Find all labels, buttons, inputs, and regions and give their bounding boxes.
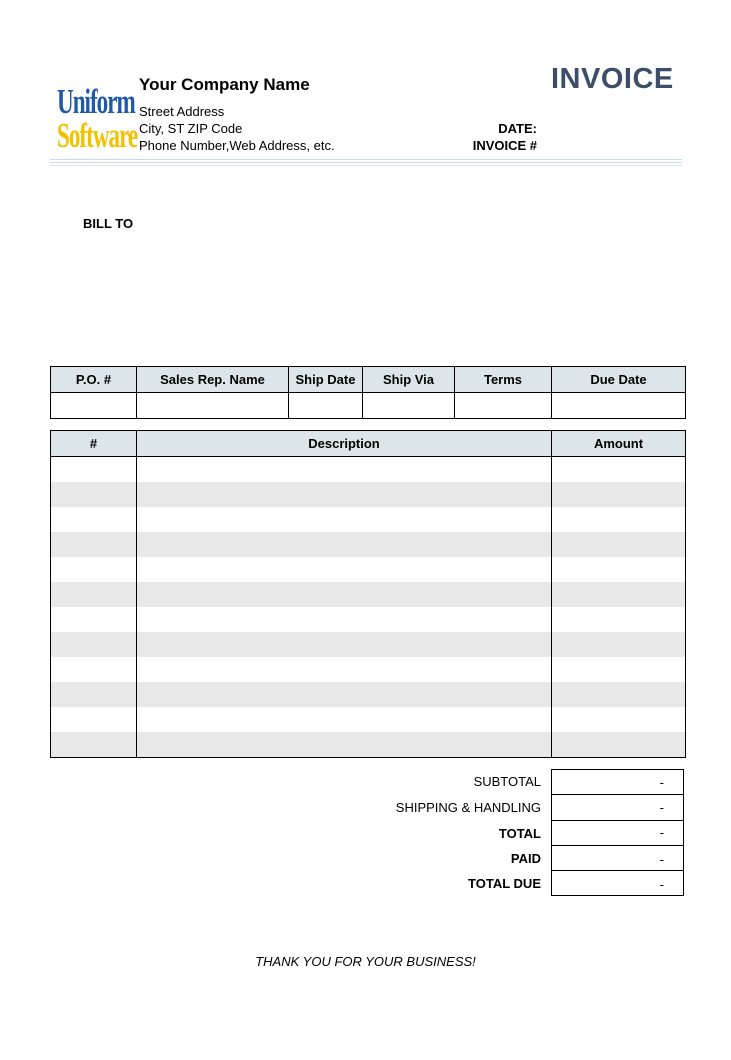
total-due-value: - bbox=[659, 877, 664, 892]
line-item-number-cell[interactable] bbox=[51, 707, 137, 732]
company-name: Your Company Name bbox=[139, 75, 310, 94]
line-item-description-cell[interactable] bbox=[137, 532, 552, 557]
line-item-number-cell[interactable] bbox=[51, 682, 137, 707]
logo-line-software: Software bbox=[57, 116, 138, 155]
line-item-row bbox=[51, 532, 686, 557]
line-item-row bbox=[51, 582, 686, 607]
line-item-number-cell[interactable] bbox=[51, 507, 137, 532]
line-item-amount-cell[interactable] bbox=[552, 557, 686, 582]
line-item-amount-cell[interactable] bbox=[552, 607, 686, 632]
line-item-description-cell[interactable] bbox=[137, 457, 552, 483]
line-item-number-cell[interactable] bbox=[51, 732, 137, 758]
amount-header: Amount bbox=[552, 431, 686, 457]
line-item-number-cell[interactable] bbox=[51, 532, 137, 557]
line-item-description-cell[interactable] bbox=[137, 507, 552, 532]
line-item-number-cell[interactable] bbox=[51, 582, 137, 607]
line-item-row bbox=[51, 682, 686, 707]
paid-label: PAID bbox=[510, 851, 541, 866]
line-item-number-cell[interactable] bbox=[51, 607, 137, 632]
logo-line-uniform: Uniform bbox=[57, 82, 135, 121]
header-divider-line bbox=[50, 165, 682, 166]
line-item-description-cell[interactable] bbox=[137, 657, 552, 682]
item-number-header: # bbox=[51, 431, 137, 457]
company-city: City, ST ZIP Code bbox=[139, 121, 243, 136]
terms-header: Terms bbox=[455, 367, 552, 393]
po-number-header: P.O. # bbox=[51, 367, 137, 393]
sales-rep-cell[interactable] bbox=[137, 393, 289, 419]
line-item-row bbox=[51, 507, 686, 532]
line-item-number-cell[interactable] bbox=[51, 457, 137, 483]
terms-cell[interactable] bbox=[455, 393, 552, 419]
company-contact: Phone Number,Web Address, etc. bbox=[139, 138, 335, 153]
invoice-number-label: INVOICE # bbox=[472, 138, 537, 153]
line-item-row bbox=[51, 482, 686, 507]
line-item-description-cell[interactable] bbox=[137, 557, 552, 582]
line-item-amount-cell[interactable] bbox=[552, 732, 686, 758]
line-item-amount-cell[interactable] bbox=[552, 632, 686, 657]
header-divider-line bbox=[50, 162, 682, 163]
line-item-number-cell[interactable] bbox=[51, 632, 137, 657]
line-item-row bbox=[51, 632, 686, 657]
ship-date-cell[interactable] bbox=[289, 393, 363, 419]
total-due-label: TOTAL DUE bbox=[468, 876, 541, 891]
total-label: TOTAL bbox=[498, 826, 541, 841]
line-item-number-cell[interactable] bbox=[51, 657, 137, 682]
line-item-row bbox=[51, 657, 686, 682]
paid-value: - bbox=[659, 852, 664, 867]
ship-via-header: Ship Via bbox=[363, 367, 455, 393]
due-date-header: Due Date bbox=[552, 367, 686, 393]
header-divider-line bbox=[50, 159, 682, 160]
line-item-number-cell[interactable] bbox=[51, 482, 137, 507]
po-number-cell[interactable] bbox=[51, 393, 137, 419]
line-item-description-cell[interactable] bbox=[137, 582, 552, 607]
ship-via-cell[interactable] bbox=[363, 393, 455, 419]
line-item-row bbox=[51, 732, 686, 758]
line-item-description-cell[interactable] bbox=[137, 632, 552, 657]
line-item-amount-cell[interactable] bbox=[552, 457, 686, 483]
line-item-amount-cell[interactable] bbox=[552, 532, 686, 557]
total-due-value-box[interactable] bbox=[551, 871, 684, 896]
line-item-description-cell[interactable] bbox=[137, 732, 552, 758]
line-item-amount-cell[interactable] bbox=[552, 682, 686, 707]
line-item-description-cell[interactable] bbox=[137, 607, 552, 632]
line-item-description-cell[interactable] bbox=[137, 682, 552, 707]
line-item-amount-cell[interactable] bbox=[552, 582, 686, 607]
bill-to-label: BILL TO bbox=[83, 216, 134, 231]
line-items-table bbox=[50, 430, 686, 758]
line-item-row bbox=[51, 557, 686, 582]
total-value-box[interactable] bbox=[551, 821, 684, 846]
description-header: Description bbox=[137, 431, 552, 457]
paid-value-box[interactable] bbox=[551, 846, 684, 871]
order-info-table bbox=[50, 366, 686, 419]
line-item-row bbox=[51, 607, 686, 632]
line-item-description-cell[interactable] bbox=[137, 707, 552, 732]
invoice-title: INVOICE bbox=[551, 63, 674, 95]
due-date-cell[interactable] bbox=[552, 393, 686, 419]
subtotal-value: - bbox=[659, 775, 664, 790]
shipping-value-box[interactable] bbox=[551, 795, 684, 821]
company-street: Street Address bbox=[139, 104, 225, 119]
subtotal-label: SUBTOTAL bbox=[473, 774, 541, 789]
line-item-amount-cell[interactable] bbox=[552, 657, 686, 682]
shipping-label: SHIPPING & HANDLING bbox=[395, 800, 541, 815]
ship-date-header: Ship Date bbox=[289, 367, 363, 393]
line-item-amount-cell[interactable] bbox=[552, 507, 686, 532]
company-logo bbox=[57, 84, 137, 160]
subtotal-value-box[interactable] bbox=[551, 769, 684, 795]
line-item-row bbox=[51, 707, 686, 732]
thank-you-message: THANK YOU FOR YOUR BUSINESS! bbox=[255, 954, 476, 969]
total-value: - bbox=[659, 825, 664, 840]
line-item-amount-cell[interactable] bbox=[552, 482, 686, 507]
sales-rep-header: Sales Rep. Name bbox=[137, 367, 289, 393]
line-item-amount-cell[interactable] bbox=[552, 707, 686, 732]
line-item-number-cell[interactable] bbox=[51, 557, 137, 582]
line-item-row bbox=[51, 457, 686, 483]
date-label: DATE: bbox=[498, 121, 537, 136]
line-item-description-cell[interactable] bbox=[137, 482, 552, 507]
shipping-value: - bbox=[659, 800, 664, 815]
